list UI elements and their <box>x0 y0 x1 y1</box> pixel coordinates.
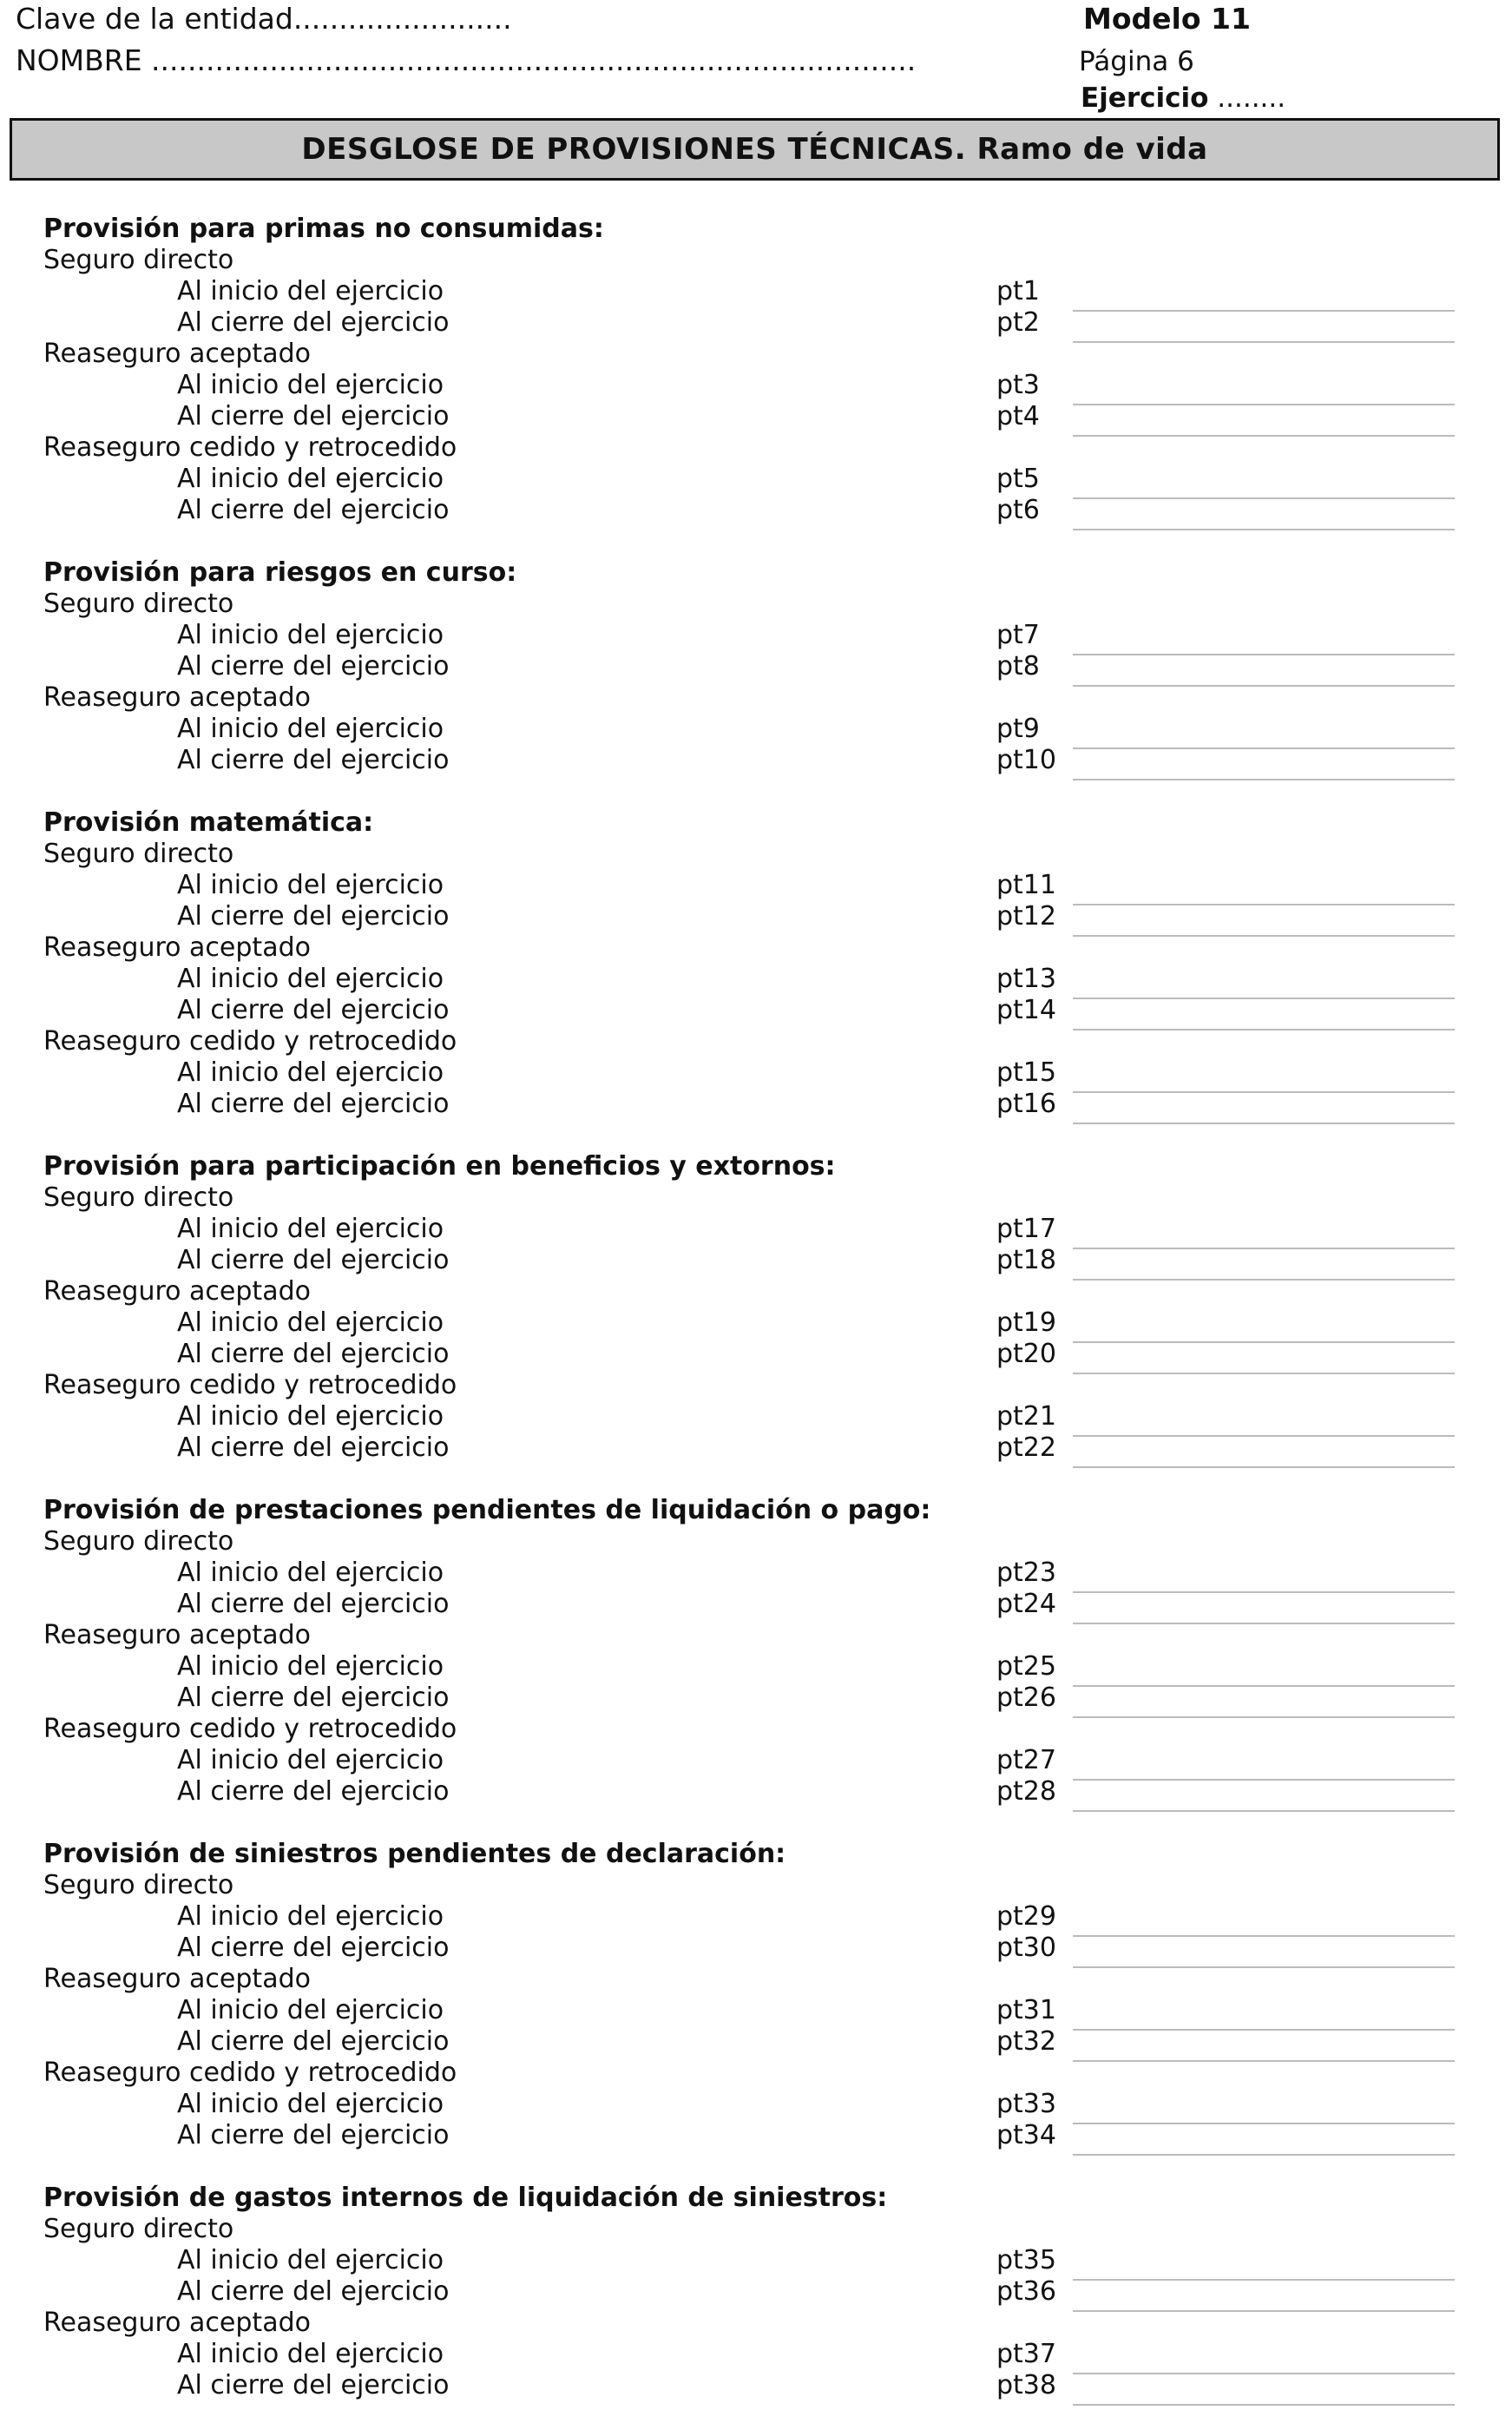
list-item <box>0 1214 1512 1245</box>
section-heading-text: Provisión de siniestros pendientes de declaración: <box>43 1839 786 1869</box>
period-label: Al cierre del ejercicio <box>177 651 450 682</box>
period-label: Al inicio del ejercicio <box>177 2089 444 2119</box>
group-label <box>0 1964 1512 1995</box>
list-item <box>0 2026 1512 2058</box>
list-item <box>0 1432 1512 1464</box>
group-label <box>0 1276 1512 1307</box>
list-item <box>0 1682 1512 1714</box>
period-label: Al inicio del ejercicio <box>177 464 444 494</box>
section-heading <box>0 807 1512 839</box>
period-label: Al cierre del ejercicio <box>177 307 450 338</box>
section-heading <box>0 2183 1512 2214</box>
field-code: pt10 <box>996 745 1056 775</box>
period-label: Al inicio del ejercicio <box>177 1214 444 1244</box>
field-code: pt21 <box>996 1401 1056 1432</box>
group-label-text: Seguro directo <box>43 245 234 275</box>
list-item <box>0 2370 1512 2401</box>
group-label <box>0 1870 1512 1901</box>
list-item <box>0 1776 1512 1808</box>
field-code: pt8 <box>996 651 1040 682</box>
period-label: Al cierre del ejercicio <box>177 495 450 525</box>
period-label: Al inicio del ejercicio <box>177 276 444 306</box>
field-code: pt31 <box>996 1995 1056 2025</box>
group-label-text: Reaseguro aceptado <box>43 339 311 369</box>
field-code: pt37 <box>996 2339 1056 2369</box>
period-label: Al cierre del ejercicio <box>177 2370 450 2400</box>
period-label: Al cierre del ejercicio <box>177 2026 450 2057</box>
list-item <box>0 307 1512 339</box>
field-code: pt32 <box>996 2026 1056 2057</box>
group-label-text: Reaseguro aceptado <box>43 1620 311 1650</box>
amount-field[interactable] <box>1073 1793 1455 1812</box>
section-heading <box>0 1495 1512 1526</box>
group-label <box>0 682 1512 714</box>
group-label-text: Seguro directo <box>43 839 234 869</box>
period-label: Al cierre del ejercicio <box>177 745 450 775</box>
list-item <box>0 1401 1512 1432</box>
field-code: pt11 <box>996 870 1056 900</box>
group-label <box>0 1182 1512 1214</box>
list-item <box>0 1057 1512 1089</box>
field-code: pt13 <box>996 964 1056 994</box>
group-label-text: Reaseguro cedido y retrocedido <box>43 1370 457 1400</box>
period-label: Al inicio del ejercicio <box>177 1651 444 1682</box>
period-label: Al cierre del ejercicio <box>177 1933 450 1963</box>
group-label <box>0 932 1512 964</box>
field-code: pt34 <box>996 2120 1056 2150</box>
field-code: pt3 <box>996 370 1040 400</box>
period-label: Al inicio del ejercicio <box>177 370 444 400</box>
field-code: pt12 <box>996 901 1056 932</box>
group-label-text: Seguro directo <box>43 1182 234 1213</box>
field-code: pt19 <box>996 1307 1056 1338</box>
period-label: Al inicio del ejercicio <box>177 1745 444 1775</box>
field-code: pt9 <box>996 714 1040 744</box>
list-item <box>0 1901 1512 1933</box>
period-label: Al inicio del ejercicio <box>177 1995 444 2025</box>
list-item <box>0 1995 1512 2026</box>
list-item <box>0 464 1512 495</box>
field-code: pt17 <box>996 1214 1056 1244</box>
period-label: Al inicio del ejercicio <box>177 2339 444 2369</box>
modelo-label <box>1083 2 1251 36</box>
period-label: Al cierre del ejercicio <box>177 1245 450 1275</box>
period-label: Al cierre del ejercicio <box>177 901 450 932</box>
list-item <box>0 870 1512 901</box>
field-code: pt20 <box>996 1339 1056 1369</box>
period-label: Al cierre del ejercicio <box>177 1776 450 1807</box>
group-label-text: Seguro directo <box>43 2214 234 2244</box>
list-item <box>0 995 1512 1026</box>
amount-field[interactable] <box>1073 1449 1455 1468</box>
list-item <box>0 1933 1512 1964</box>
section-heading <box>0 1839 1512 1870</box>
period-label: Al cierre del ejercicio <box>177 1339 450 1369</box>
period-label: Al inicio del ejercicio <box>177 714 444 744</box>
list-item <box>0 1089 1512 1120</box>
list-item <box>0 1245 1512 1276</box>
modelo-text: Modelo 11 <box>1083 2 1251 36</box>
period-label: Al cierre del ejercicio <box>177 2120 450 2150</box>
field-code: pt14 <box>996 995 1056 1025</box>
list-item <box>0 401 1512 432</box>
period-label: Al inicio del ejercicio <box>177 620 444 650</box>
field-code: pt15 <box>996 1057 1056 1088</box>
group-label <box>0 1026 1512 1057</box>
amount-field[interactable] <box>1073 2137 1455 2156</box>
period-label: Al inicio del ejercicio <box>177 1401 444 1432</box>
section-heading-text: Provisión para participación en beneficios y extornos: <box>43 1151 836 1182</box>
group-label-text: Seguro directo <box>43 1870 234 1900</box>
field-code: pt38 <box>996 2370 1056 2400</box>
clave-entidad: Clave de la entidad........................ <box>16 2 512 36</box>
period-label: Al cierre del ejercicio <box>177 1682 450 1713</box>
period-label: Al inicio del ejercicio <box>177 870 444 900</box>
list-item <box>0 714 1512 745</box>
period-label: Al cierre del ejercicio <box>177 995 450 1025</box>
field-code: pt30 <box>996 1933 1056 1963</box>
field-code: pt16 <box>996 1089 1056 1119</box>
group-label-text: Reaseguro cedido y retrocedido <box>43 1026 457 1057</box>
field-code: pt24 <box>996 1589 1056 1619</box>
field-code: pt5 <box>996 464 1040 494</box>
period-label: Al inicio del ejercicio <box>177 2245 444 2275</box>
period-label: Al inicio del ejercicio <box>177 1307 444 1338</box>
field-code: pt33 <box>996 2089 1056 2119</box>
section-heading <box>0 1151 1512 1182</box>
list-item <box>0 745 1512 776</box>
period-label: Al cierre del ejercicio <box>177 1089 450 1119</box>
field-code: pt26 <box>996 1682 1056 1713</box>
field-code: pt2 <box>996 307 1040 338</box>
pagina-label: Página 6 <box>1079 46 1194 77</box>
group-label <box>0 2308 1512 2339</box>
period-label: Al cierre del ejercicio <box>177 1432 450 1463</box>
list-item <box>0 2339 1512 2370</box>
ejercicio-dots: ........ <box>1208 82 1286 114</box>
period-label: Al inicio del ejercicio <box>177 1057 444 1088</box>
period-label: Al cierre del ejercicio <box>177 401 450 431</box>
group-label <box>0 1714 1512 1745</box>
group-label-text: Reaseguro cedido y retrocedido <box>43 2058 457 2088</box>
group-label-text: Seguro directo <box>43 1526 234 1557</box>
list-item <box>0 1589 1512 1620</box>
group-label <box>0 339 1512 370</box>
list-item <box>0 1307 1512 1339</box>
field-code: pt36 <box>996 2276 1056 2307</box>
group-label-text: Reaseguro aceptado <box>43 1276 311 1307</box>
amount-field[interactable] <box>1073 761 1455 780</box>
field-code: pt35 <box>996 2245 1056 2275</box>
list-item <box>0 2276 1512 2308</box>
section-heading-text: Provisión de prestaciones pendientes de liquidación o pago: <box>43 1495 931 1525</box>
list-item <box>0 276 1512 307</box>
list-item <box>0 1339 1512 1370</box>
list-item <box>0 964 1512 995</box>
period-label: Al cierre del ejercicio <box>177 2276 450 2307</box>
group-label-text: Reaseguro aceptado <box>43 1964 311 1994</box>
group-label-text: Seguro directo <box>43 589 234 619</box>
ejercicio-line <box>1081 81 1285 115</box>
group-label <box>0 432 1512 464</box>
section-heading <box>0 557 1512 589</box>
period-label: Al cierre del ejercicio <box>177 1589 450 1619</box>
group-label <box>0 2058 1512 2089</box>
amount-field[interactable] <box>1073 511 1455 530</box>
group-label <box>0 1620 1512 1651</box>
title-banner <box>10 118 1500 181</box>
list-item <box>0 1745 1512 1776</box>
list-item <box>0 2120 1512 2151</box>
group-label-text: Reaseguro aceptado <box>43 682 311 713</box>
group-label-text: Reaseguro aceptado <box>43 2308 311 2338</box>
field-code: pt4 <box>996 401 1040 431</box>
list-item <box>0 901 1512 932</box>
field-code: pt6 <box>996 495 1040 525</box>
field-code: pt27 <box>996 1745 1056 1775</box>
group-label <box>0 1526 1512 1557</box>
group-label <box>0 245 1512 276</box>
group-label-text: Reaseguro cedido y retrocedido <box>43 432 457 463</box>
amount-field[interactable] <box>1073 1105 1455 1124</box>
group-label-text: Reaseguro cedido y retrocedido <box>43 1714 457 1744</box>
field-code: pt22 <box>996 1432 1056 1463</box>
section-heading-text: Provisión matemática: <box>43 807 374 838</box>
period-label: Al inicio del ejercicio <box>177 1901 444 1932</box>
section-heading-text: Provisión de gastos internos de liquidación de siniestros: <box>43 2183 888 2213</box>
field-code: pt1 <box>996 276 1040 306</box>
list-item <box>0 1651 1512 1682</box>
amount-field[interactable] <box>1073 2387 1455 2406</box>
section-heading-text: Provisión para primas no consumidas: <box>43 214 604 244</box>
list-item <box>0 495 1512 526</box>
list-item <box>0 620 1512 651</box>
field-code: pt29 <box>996 1901 1056 1932</box>
group-label <box>0 2214 1512 2245</box>
field-code: pt23 <box>996 1557 1056 1588</box>
group-label <box>0 839 1512 870</box>
list-item <box>0 2089 1512 2120</box>
period-label: Al inicio del ejercicio <box>177 1557 444 1588</box>
nombre-line: NOMBRE .................................................................................... <box>16 43 917 77</box>
field-code: pt7 <box>996 620 1040 650</box>
group-label <box>0 1370 1512 1401</box>
field-code: pt18 <box>996 1245 1056 1275</box>
list-item <box>0 370 1512 401</box>
section-heading-text: Provisión para riesgos en curso: <box>43 557 517 588</box>
ejercicio-label: Ejercicio <box>1081 82 1209 114</box>
field-code: pt28 <box>996 1776 1056 1807</box>
list-item <box>0 2245 1512 2276</box>
group-label <box>0 589 1512 620</box>
group-label-text: Reaseguro aceptado <box>43 932 311 963</box>
section-heading <box>0 214 1512 245</box>
field-code: pt25 <box>996 1651 1056 1682</box>
list-item <box>0 1557 1512 1589</box>
period-label: Al inicio del ejercicio <box>177 964 444 994</box>
page-title: DESGLOSE DE PROVISIONES TÉCNICAS. Ramo de vida <box>301 132 1208 167</box>
list-item <box>0 651 1512 682</box>
